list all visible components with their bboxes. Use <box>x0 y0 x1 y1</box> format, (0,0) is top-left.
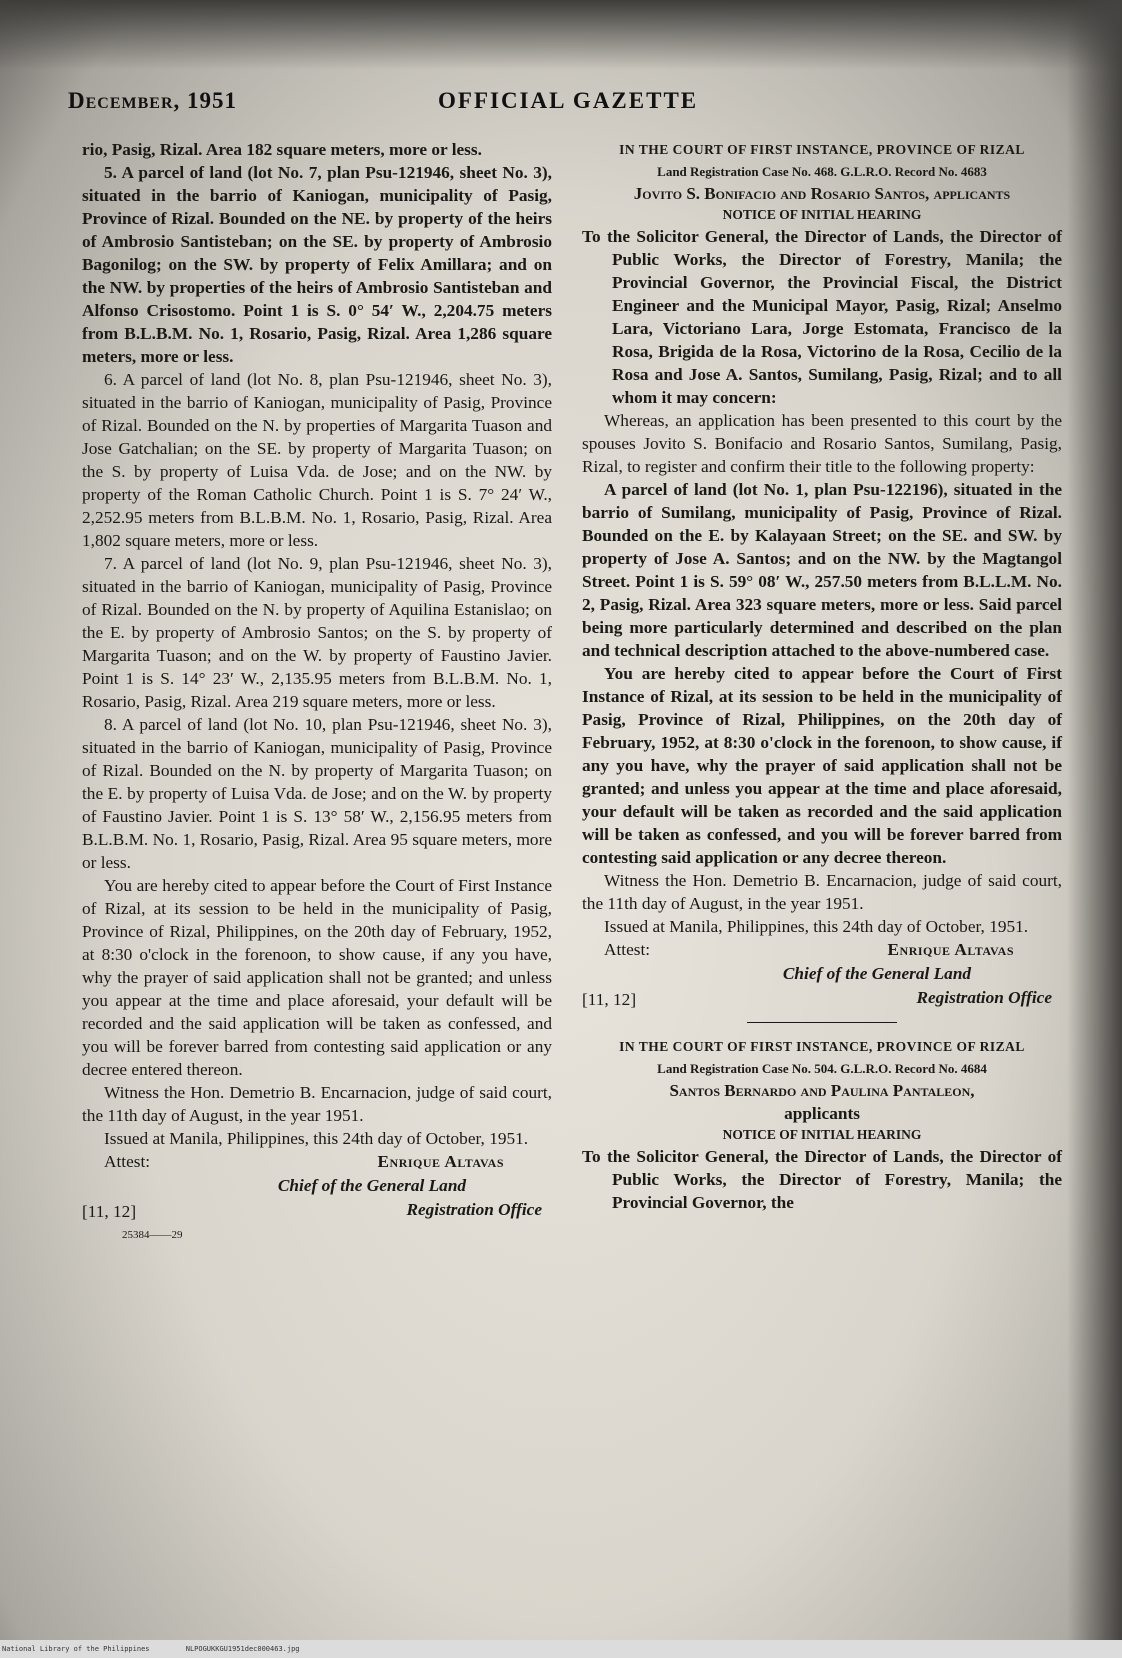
signatory-row-3 <box>82 1198 552 1222</box>
parcel-8: 8. A parcel of land (lot No. 10, plan Psu-121946, sheet No. 3), situated in the barrio of Kaniogan, municipality of Pasig, Province of Rizal. Bounded on the N. by property of Margarita Tuason; on the E. by property of Luisa Vda. de Jose; and on the W. by property of Faustino Javier. Point 1 is S. 13° 58′ W., 2,156.95 meters from B.L.B.M. No. 1, Rosario, Pasig, Rizal. Area 95 square meters, more or less. <box>82 715 552 872</box>
notice-heading-2: NOTICE OF INITIAL HEARING <box>722 1127 922 1142</box>
witness-paragraph: Witness the Hon. Demetrio B. Encarnacion, judge of said court, the 11th day of August, in the year 1951. <box>82 1083 552 1125</box>
addressees-1: To the Solicitor General, the Director of Lands, the Director of Public Works, the Director of Forestry, Manila; the Provincial Governor, the Provincial Fiscal, the District Engineer and the Municipal Mayor, Pasig, Rizal; Anselmo Lara, Victoriano Lara, Jorge Estomata, Francisco de la Rosa, Brigida de la Rosa, Victorino de la Rosa, Cecilio de la Rosa and Jose A. Santos, Sumilang, Pasig, Rizal; and to all whom it may concern: <box>582 227 1062 407</box>
print-code: 25384——29 <box>122 1229 183 1241</box>
signatory-row-1b <box>582 986 1062 1010</box>
signatory-name-1: Enrique Altavas <box>887 940 1014 959</box>
signatory-title-line-2: Registration Office <box>406 1200 542 1219</box>
section-divider <box>747 1022 897 1023</box>
footer-library: National Library of the Philippines <box>2 1645 150 1653</box>
footer-file: NLPOGUKKGU1951dec000463.jpg <box>185 1645 300 1653</box>
property-1: A parcel of land (lot No. 1, plan Psu-122196), situated in the barrio of Sumilang, municipality of Pasig, Province of Rizal. Bounded on the E. by Kalayaan Street; on the SE. and SW. by property of Jose A. Santos; and on the NW. by the Magtangol Street. Point 1 is S. 59° 08′ W., 257.50 meters from B.L.L.M. No. 2, Pasig, Rizal. Area 323 square meters, more or less. Said parcel being more particularly determined and described on the plan and technical description attached to the above-numbered case. <box>582 480 1062 660</box>
notice-heading-1: NOTICE OF INITIAL HEARING <box>722 207 922 222</box>
applicants-1: Jovito S. Bonifacio and Rosario Santos, applicants <box>633 184 1011 203</box>
left-column <box>82 138 552 1242</box>
right-column <box>582 138 1062 1214</box>
parcel-5: 5. A parcel of land (lot No. 7, plan Psu-121946, sheet No. 3), situated in the barrio of Kaniogan, municipality of Pasig, Province of Rizal. Bounded on the NE. by property of the heirs of Ambrosio Santisteban; on the SE. by property of Ambrosio Bagonilog; on the SW. by property of Felix Amillara; and on the NW. by properties of the heirs of Ambrosio Santisteban and Alfonso Crisostomo. Point 1 is S. 0° 54′ W., 2,204.75 meters from B.L.B.M. No. 1, Rosario, Pasig, Rizal. Area 1,286 square meters, more or less. <box>82 163 552 366</box>
running-head-title: OFFICIAL GAZETTE <box>438 88 699 113</box>
signatory-title-line-1: Chief of the General Land <box>277 1176 467 1195</box>
court-heading-2: IN THE COURT OF FIRST INSTANCE, PROVINCE OF RIZAL <box>619 1039 1025 1054</box>
running-head-date: December, 1951 <box>68 88 238 113</box>
attest-label: Attest: <box>104 1152 151 1171</box>
parcel-6: 6. A parcel of land (lot No. 8, plan Psu-121946, sheet No. 3), situated in the barrio of Kaniogan, municipality of Pasig, Province of Rizal. Bounded on the N. by properties of Margarita Tuason and Jose Gatchalian; on the SE. by property of Margarita Tuason; on the S. by property of Luisa Vda. de Jose; and on the NW. by property of the Roman Catholic Church. Point 1 is S. 7° 24′ W., 2,252.95 meters from B.L.B.M. No. 1, Rosario, Pasig, Rizal. Area 1,802 square meters, more or less. <box>82 370 552 550</box>
case-line-1: Land Registration Case No. 468. G.L.R.O. Record No. 4683 <box>657 164 987 179</box>
attest-row <box>82 1150 552 1174</box>
applicants-2-label: applicants <box>784 1104 860 1123</box>
signatory-title-1b: Registration Office <box>916 988 1052 1007</box>
case-line-2: Land Registration Case No. 504. G.L.R.O. Record No. 4684 <box>657 1061 987 1076</box>
scan-footer <box>0 1640 1122 1658</box>
signatory-name: Enrique Altavas <box>377 1152 504 1171</box>
attest-label-1: Attest: <box>604 940 651 959</box>
scan-shadow-top <box>0 0 1122 70</box>
issued-paragraph: Issued at Manila, Philippines, this 24th day of October, 1951. <box>104 1129 529 1148</box>
addressees-2: To the Solicitor General, the Director of Lands, the Director of Public Works, the Director of Forestry, Manila; the Provincial Governor, the <box>582 1147 1062 1212</box>
running-head <box>68 88 1058 122</box>
citation-paragraph: You are hereby cited to appear before the Court of First Instance of Rizal, at its session to be held in the municipality of Pasig, Province of Rizal, Philippines, on the 20th day of February, 1952, at 8:30 o'clock in the forenoon, to show cause, if any you have, why the prayer of said application shall not be granted; and unless you appear at the time and place aforesaid, your default will be recorded and the said application will be taken as confessed, and you will be forever barred from contesting said application or any decree entered thereon. <box>82 876 552 1079</box>
citation-1: You are hereby cited to appear before the Court of First Instance of Rizal, at its session to be held in the municipality of Pasig, Province of Rizal, Philippines, on the 20th day of February, 1952, at 8:30 o'clock in the forenoon, to show cause, if any you have, why the prayer of said application shall not be granted; and unless you appear at the time and place aforesaid, your default will be taken as recorded and the said application will be taken as confessed, and you will be forever barred from contesting said application or any decree thereon. <box>582 664 1062 867</box>
issue-code-1: [11, 12] <box>582 990 637 1009</box>
continuation-text: rio, Pasig, Rizal. Area 182 square meters, more or less. <box>82 140 482 159</box>
issued-1: Issued at Manila, Philippines, this 24th day of October, 1951. <box>604 917 1029 936</box>
attest-row-1 <box>582 938 1062 962</box>
issue-code: [11, 12] <box>82 1202 137 1221</box>
scan-shadow-right <box>1067 0 1122 1658</box>
signatory-title-1a: Chief of the General Land <box>782 964 972 983</box>
witness-1: Witness the Hon. Demetrio B. Encarnacion, judge of said court, the 11th day of August, in the year 1951. <box>582 871 1062 913</box>
applicants-2: Santos Bernardo and Paulina Pantaleon, <box>669 1081 975 1100</box>
court-heading-1: IN THE COURT OF FIRST INSTANCE, PROVINCE OF RIZAL <box>619 142 1025 157</box>
whereas-1: Whereas, an application has been presented to this court by the spouses Jovito S. Bonifacio and Rosario Santos, Sumilang, Pasig, Rizal, to register and confirm their title to the following property: <box>582 411 1062 476</box>
parcel-7: 7. A parcel of land (lot No. 9, plan Psu-121946, sheet No. 3), situated in the barrio of Kaniogan, municipality of Pasig, Province of Rizal. Bounded on the N. by property of Aquilina Estanislao; on the E. by property of Ambrosio Santos; on the S. by property of Margarita Tuason; and on the W. by property of Faustino Javier. Point 1 is S. 14° 23′ W., 2,135.95 meters from B.L.B.M. No. 1, Rosario, Pasig, Rizal. Area 219 square meters, more or less. <box>82 554 552 711</box>
